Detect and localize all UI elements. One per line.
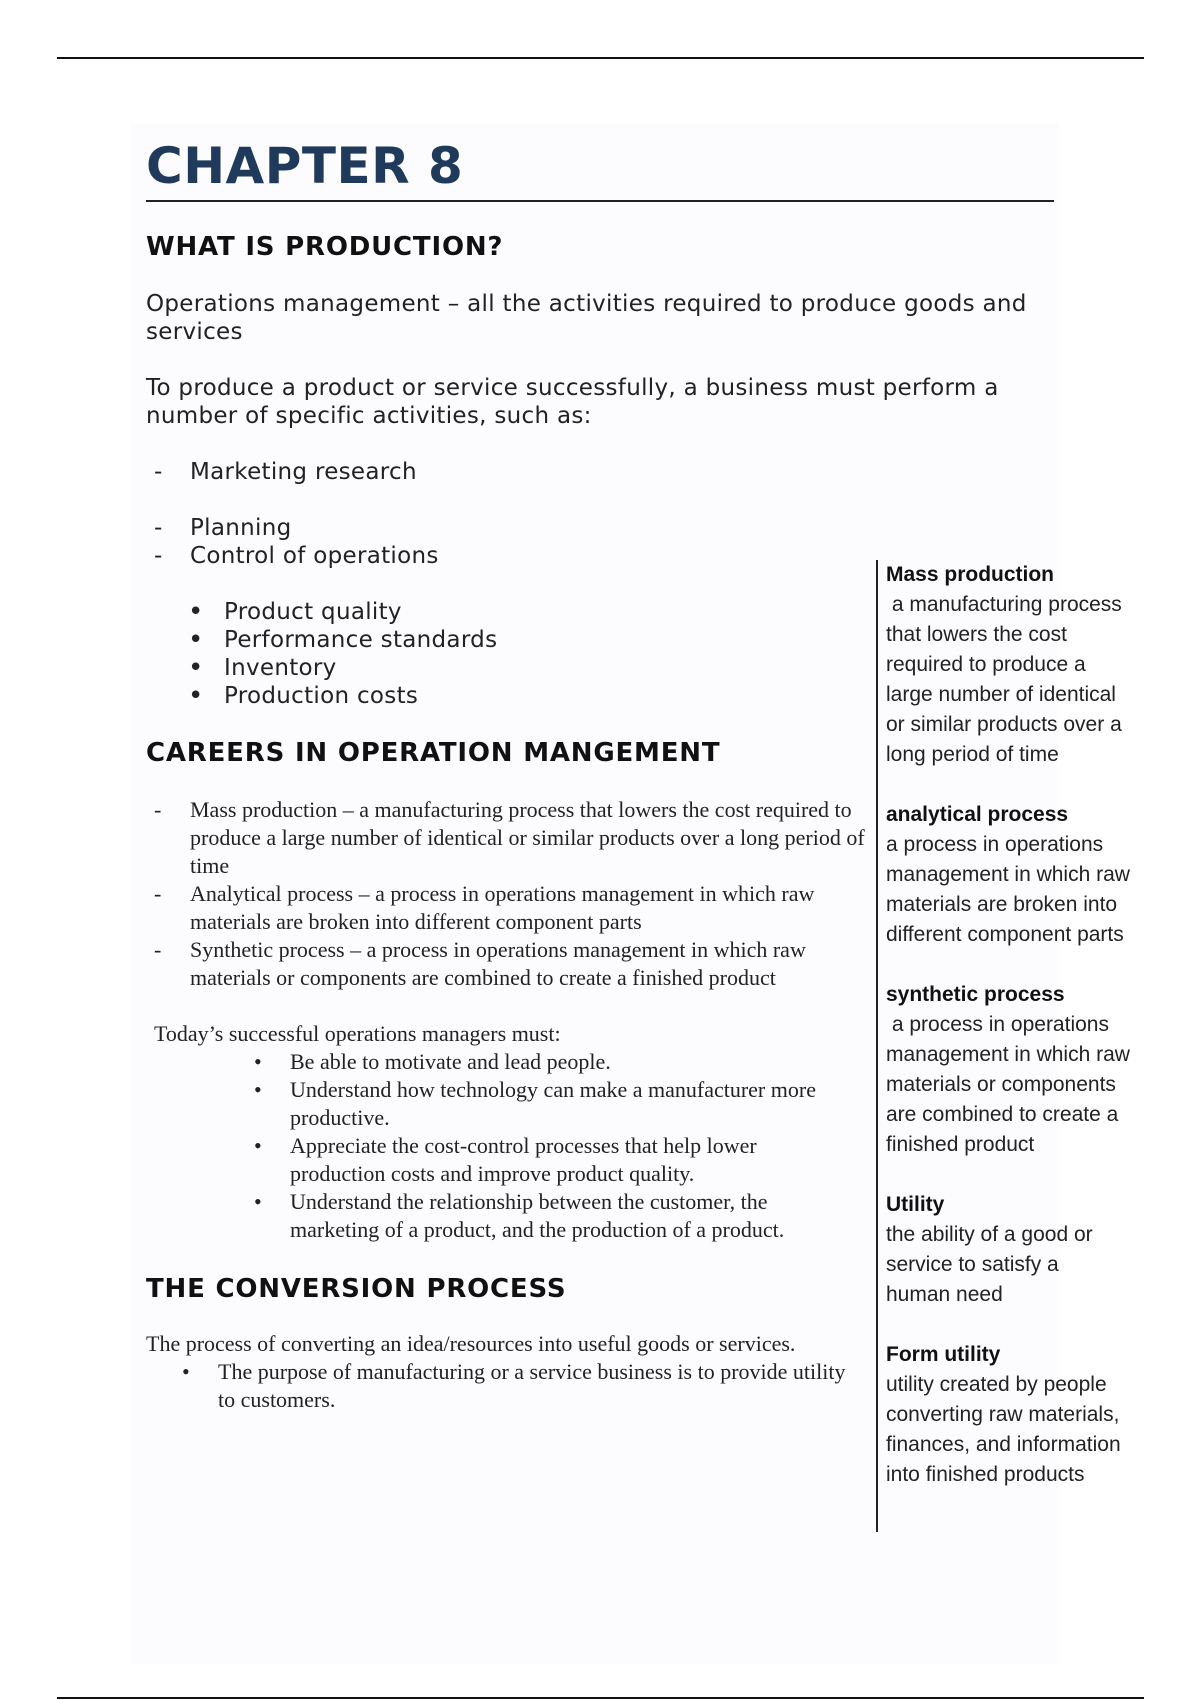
glossary-sidebar <box>876 560 1156 1532</box>
list-item: - Control of operations <box>146 542 1056 570</box>
list-item: - Synthetic process – a process in operations management in which raw materials or components are combined to create a finished product <box>146 936 870 992</box>
list-item: • Product quality <box>146 598 1056 626</box>
glossary-entry <box>886 1340 1156 1490</box>
production-intro: To produce a product or service successfully, a business must perform a number of specific activities, such as: <box>146 374 999 429</box>
operations-management-definition: Operations management – all the activities required to produce goods and services <box>146 290 1027 345</box>
list-item: - Planning <box>146 514 1056 542</box>
activities-list <box>146 458 1056 570</box>
title-underline <box>146 200 1054 202</box>
list-item: - Mass production – a manufacturing process that lowers the cost required to produce a large number of identical or similar products over a long period of time <box>146 796 870 880</box>
list-item: • Be able to motivate and lead people. <box>146 1048 845 1076</box>
glossary-term: Form utility <box>886 1343 1001 1366</box>
list-item: • The purpose of manufacturing or a service business is to provide utility to customers. <box>146 1358 858 1414</box>
section-heading-conversion: THE CONVERSION PROCESS <box>146 1273 567 1304</box>
glossary-term: analytical process <box>886 803 1069 826</box>
list-item: • Appreciate the cost-control processes that help lower production costs and improve product quality. <box>146 1132 845 1188</box>
list-item: • Production costs <box>146 682 1056 710</box>
managers-intro: Today’s successful operations managers must: <box>154 1020 561 1046</box>
glossary-definition: a manufacturing process that lowers the cost required to produce a large number of identical or similar products over a long period of time <box>886 593 1128 766</box>
bottom-rule <box>57 1697 1144 1699</box>
top-rule <box>57 57 1144 59</box>
glossary-term: Utility <box>886 1193 945 1216</box>
section-heading-production: WHAT IS PRODUCTION? <box>146 231 504 262</box>
section-heading-careers: CAREERS IN OPERATION MANGEMENT <box>146 737 721 768</box>
conversion-definition: The process of converting an idea/resources into useful goods or services. <box>146 1330 796 1356</box>
list-item: • Inventory <box>146 654 1056 682</box>
glossary-entry <box>886 980 1156 1160</box>
glossary-entry <box>886 800 1156 950</box>
chapter-title: CHAPTER 8 <box>146 137 464 195</box>
list-item: - Marketing research <box>146 458 1056 486</box>
list-item: • Understand the relationship between the customer, the marketing of a product, and the production of a product. <box>146 1188 845 1244</box>
glossary-term: Mass production <box>886 563 1055 586</box>
glossary-definition: a process in operations management in which raw materials or components are combined to create a finished product <box>886 1013 1136 1156</box>
list-item: • Performance standards <box>146 626 1056 654</box>
list-item: - Analytical process – a process in operations management in which raw materials are broken into different component parts <box>146 880 870 936</box>
glossary-definition: utility created by people converting raw materials, finances, and information into finished products <box>886 1373 1121 1486</box>
list-item: • Understand how technology can make a manufacturer more productive. <box>146 1076 845 1132</box>
glossary-entry <box>886 560 1156 770</box>
glossary-term: synthetic process <box>886 983 1065 1006</box>
glossary-definition: the ability of a good or service to satisfy a human need <box>886 1223 1093 1306</box>
glossary-definition: a process in operations management in which raw materials are broken into different component parts <box>886 833 1130 946</box>
glossary-entry <box>886 1190 1156 1310</box>
